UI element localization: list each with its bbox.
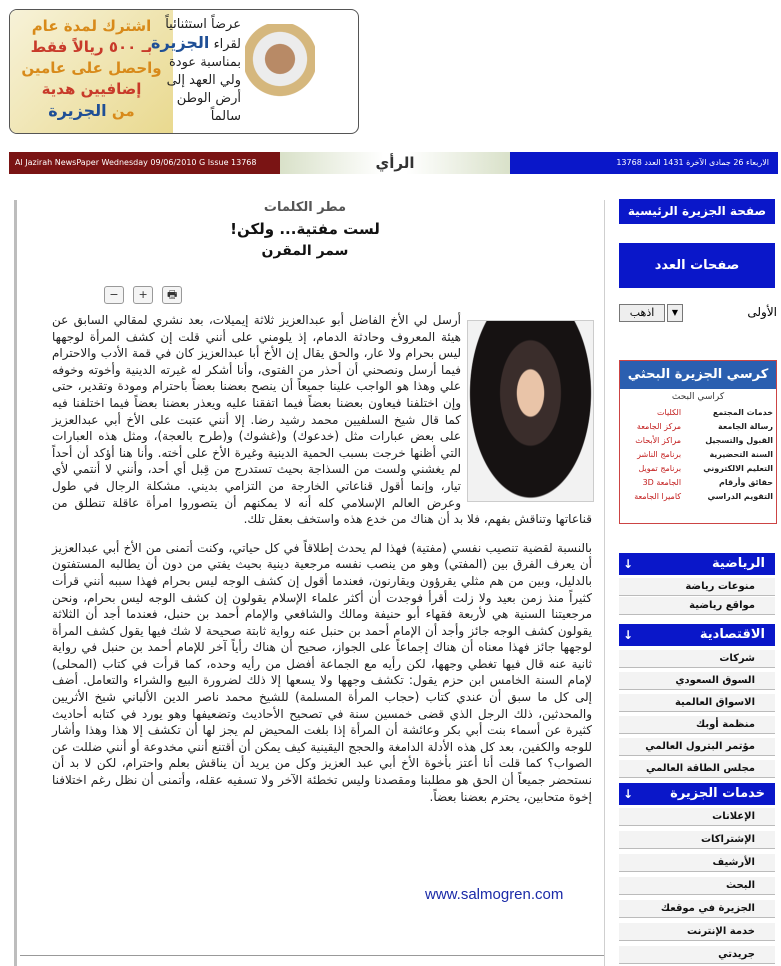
page-select[interactable]: الأولى — [747, 305, 777, 319]
research-link[interactable]: الكليات — [656, 407, 682, 417]
category-title: الرياضية — [712, 556, 765, 571]
promo-line: من — [111, 102, 135, 120]
issue-pages-link[interactable]: صفحات العدد — [619, 243, 775, 288]
sidebar-link[interactable]: مجلس الطاقة العالمي — [619, 760, 775, 778]
research-link[interactable]: خدمات المجتمع — [712, 407, 773, 417]
sidebar-link[interactable]: مواقع رياضية — [619, 597, 775, 615]
issue-info-en: Al Jazirah NewsPaper Wednesday 09/06/2010 G Issue 13768 — [9, 152, 280, 174]
crown-prince-portrait — [245, 24, 315, 116]
research-link[interactable]: حقائق وأرقام — [719, 477, 773, 487]
sidebar-link[interactable]: خدمة الإنترنت — [619, 923, 775, 941]
research-link[interactable]: التقويم الدراسي — [707, 491, 773, 501]
research-link[interactable]: القبول والتسجيل — [705, 435, 773, 445]
sidebar-link[interactable]: الإشتراكات — [619, 831, 775, 849]
sidebar-link[interactable]: منظمة أوبك — [619, 716, 775, 734]
jazirah-logo: الجزيرة — [48, 101, 107, 120]
promo-line: اشترك لمدة عام — [31, 17, 152, 35]
home-link[interactable]: صفحة الجزيرة الرئيسية — [619, 199, 775, 224]
category-economy[interactable] — [619, 624, 775, 646]
research-link[interactable]: رسالة الجامعة — [718, 421, 773, 431]
page-selector — [619, 304, 779, 322]
sidebar-link[interactable]: البحث — [619, 877, 775, 895]
sidebar-link[interactable]: شركات — [619, 650, 775, 668]
research-link[interactable]: مراكز الأبحاث — [635, 435, 682, 445]
promo-line: واحصل على عامين — [21, 59, 162, 77]
left-divider — [14, 200, 17, 966]
research-link[interactable]: برنامج الناشر — [637, 449, 682, 459]
jazirah-logo: الجزيرة — [151, 33, 210, 52]
banner-line: ولي العهد إلى — [166, 73, 241, 88]
sidebar-link[interactable]: الجزيرة في موقعك — [619, 900, 775, 918]
zoom-in-icon[interactable]: + — [133, 286, 153, 304]
author-website-link[interactable]: www.salmogren.com — [425, 886, 564, 903]
content-divider — [604, 200, 605, 966]
subscription-banner[interactable] — [9, 9, 359, 134]
banner-line: أرض الوطن — [176, 91, 241, 106]
promo-line: إضافيين هدية — [41, 80, 142, 98]
sidebar-link[interactable]: جريدتي — [619, 946, 775, 964]
sidebar-link[interactable]: الاسواق العالمية — [619, 694, 775, 712]
category-title: خدمات الجزيرة — [670, 786, 765, 801]
sidebar-link[interactable]: مؤتمر البترول العالمي — [619, 738, 775, 756]
category-title: الاقتصادية — [699, 627, 765, 642]
research-logo: كرسي الجزيرة البحثي — [620, 361, 776, 389]
research-link[interactable]: كاميرا الجامعة — [634, 491, 682, 501]
chevron-down-icon[interactable]: ▼ — [667, 304, 683, 322]
author-photo — [467, 320, 594, 502]
research-link[interactable]: مركز الجامعة — [636, 421, 682, 431]
zoom-out-icon[interactable]: − — [104, 286, 124, 304]
article-body — [52, 312, 592, 817]
print-icon[interactable]: 🖶 — [162, 286, 182, 304]
arrow-down-icon: ↓ — [623, 557, 634, 571]
promo-box[interactable] — [10, 10, 173, 133]
issue-info-ar: الاربعاء 26 جمادى الآخرة 1431 العدد 13768 — [616, 158, 769, 167]
banner-line: لقراء الجزيرة — [151, 33, 241, 52]
banner-text — [151, 16, 241, 131]
research-subtitle: كراسي البحث — [671, 392, 725, 402]
research-links — [620, 405, 776, 503]
research-link[interactable]: السنة التحضيرية — [709, 449, 773, 459]
column-name: مطر الكلمات — [263, 200, 347, 215]
banner-line: عرضاً استثنائياً — [165, 17, 241, 32]
go-button[interactable]: اذهب — [619, 304, 665, 322]
arrow-down-icon: ↓ — [623, 628, 634, 642]
sidebar-link[interactable]: منوعات رياضة — [619, 578, 775, 596]
section-heading: الرأي — [280, 152, 510, 174]
research-link[interactable]: الجامعة 3D — [642, 477, 682, 487]
bottom-divider — [20, 955, 604, 956]
banner-line: بمناسبة عودة — [168, 55, 241, 70]
article-paragraph: أرسل لي الأخ الفاضل أبو عبدالعزيز ثلاثة إيميلات، بعد نشري لمقالي السابق عن هيئة المعروف وحادثة الدمام، إذ يلومني على أنني قلت إن كشف المرأة لوجهها ليس بحرام ولا عار، والحق يقال إن الأخ أبا عبدالعزيز كان في قمة الأدب والاحترام فيما أرسل ونصحني أن أحذر من الفتوى، وأنا أشكر له غيرته الدينية وأخوته وخوفه علي وهذا هو الواجب علينا جميعاً أن ينصح بعضنا بعضاً باحترام ومودة وتقدير، حتى وإن اختلفنا فيعاون بعضنا بعضاً فيما اتفقنا عليه ويعذر بعضنا بعضاً فيما اختلفنا فيه كما قال شيخ السلفيين محمد رشيد رضا. إلا أنني عتبت على الأخ أبي عبدالعزيز على بعض عبارات مثل (خدعوك) و(غشوك) و(طرح بالعجة)، ومثل هذه العبارات التي أظنها خرجت بسبب الحمية الدينية وغيرة الأخ على أخته. وأنا هنا أؤكد أن أحداً لم يغشني ولست من السذاجة بحيث تستدرج من قِبل أي أحد، وأنني لا أنتمي لأي تيار، وإنما أقول قناعاتي الخارجة من التزامي بديني. مشكلة الرجال في طول وعرض العالم الإسلامي كله أنه لا يمكنهم أن يتصوروا امرأة عاقلة تنطلق من قناعاتها وتناقش بفهم، فلا بد أن هناك من خدع هذه واستخف بعقل تلك. — [52, 313, 592, 527]
article-paragraph: بالنسبة لقضية تنصيب نفسي (مفتية) فهذا لم يحدث إطلاقاً في كل حياتي، وكنت أتمنى من الأخ أبي عبدالعزيز أن يعرف الفرق بين (المفتي) وهو من ينصب نفسه مرجعية دينية بحيث يفتي من دون أن يطالبه المستفتون بالدليل، وبين من هم مثلي يقرؤون ويقارنون، فعندما أقول إن كشف الوجه ليس بحرام فهذا سببه أنني قرأت كثيراً منذ زمن بعيد ولا زلت أقرأ فوجدت أن أكثر علماء الإسلام يقولون إن كشف الوجه ليس بحرام، ونحن مرجعيتنا السنية هي لأربعة فقهاء أبو حنيفة ومالك والشافعي والإمام أحمد بن حنبل، فعندما أجد أن الثلاثة يقولون كشف الوجه جائز وأجد أن الإمام أحمد بن حنبل عنه رواية ثابتة صحيحة لا شك فيها يقول كشف المرأة لوجهها جائز فهذا معناه أن هناك إجماعاً على الجواز، صحيح أن هناك رأياً آخر للإمام أحمد بن حنبل في رواية ثانية عنه قال فيها تغطي وجهها، لكن رأيه مع الجماعة أفضل من رأيه وحده، كما قرأت في كتاب (المحلى) لإمام السنة الخامس ابن حزم يقول: تكشف وجهها ولا يسعها إلا ذلك لضرورة البيع والشراء والتعامل. أضف إلى كل ما سبق أن عندي كتاب (حجاب المرأة المسلمة) للشيخ محمد ناصر الدين الألباني شيخ الأثريين والمحدثين، ذلك الرجل الذي قضى خمسين سنة في تصحيح الأحاديث وتضعيفها وهو يورد في كتابه أحاديث كثيرة عن أسماء بنت أبي بكر وعائشة أن المرأة إذا بلغت المحيض لم يجز لها أن تكشف إلا هذا وهذا وأشار للوجه والكفين، بعد كل هذه الأدلة الدامغة والحجج اليقينية كيف يمكن أن أقتنع أنني مخدوعة أو أنني ضللت عن الصواب؟ كما قلت أنا أعتز بأخوة الأخ أبي عبد العزيز وكل من يريد أن يناقش بعلم واحترام، لكن لا بد أن نستحضر جميعاً أن الحق هو مطلبنا ومقصدنا وليس تخطئة الآخر ولا تسفيه عقله، وأتمنى أن نظل رغم اختلافنا إخوة متحابين، يحترم بعضنا بعضاً. — [52, 540, 592, 804]
text-tools — [104, 283, 204, 301]
sidebar-link[interactable]: السوق السعودي — [619, 672, 775, 690]
arrow-down-icon: ↓ — [623, 787, 634, 801]
research-link[interactable]: التعليم الالكتروني — [703, 463, 773, 473]
category-services[interactable] — [619, 783, 775, 805]
sidebar-link[interactable]: الإعلانات — [619, 808, 775, 826]
banner-line: سالماً — [210, 109, 241, 124]
research-chairs-box[interactable] — [619, 360, 777, 524]
sidebar-link[interactable]: الأرشيف — [619, 854, 775, 872]
category-sports[interactable] — [619, 553, 775, 575]
article-author: سمر المقرن — [261, 243, 349, 259]
research-link[interactable]: برنامج تمويل — [638, 463, 682, 473]
promo-line: بـ ٥٠٠ ريالاً فقط — [30, 38, 153, 56]
article-title: لست مفتية... ولكن! — [230, 220, 380, 238]
